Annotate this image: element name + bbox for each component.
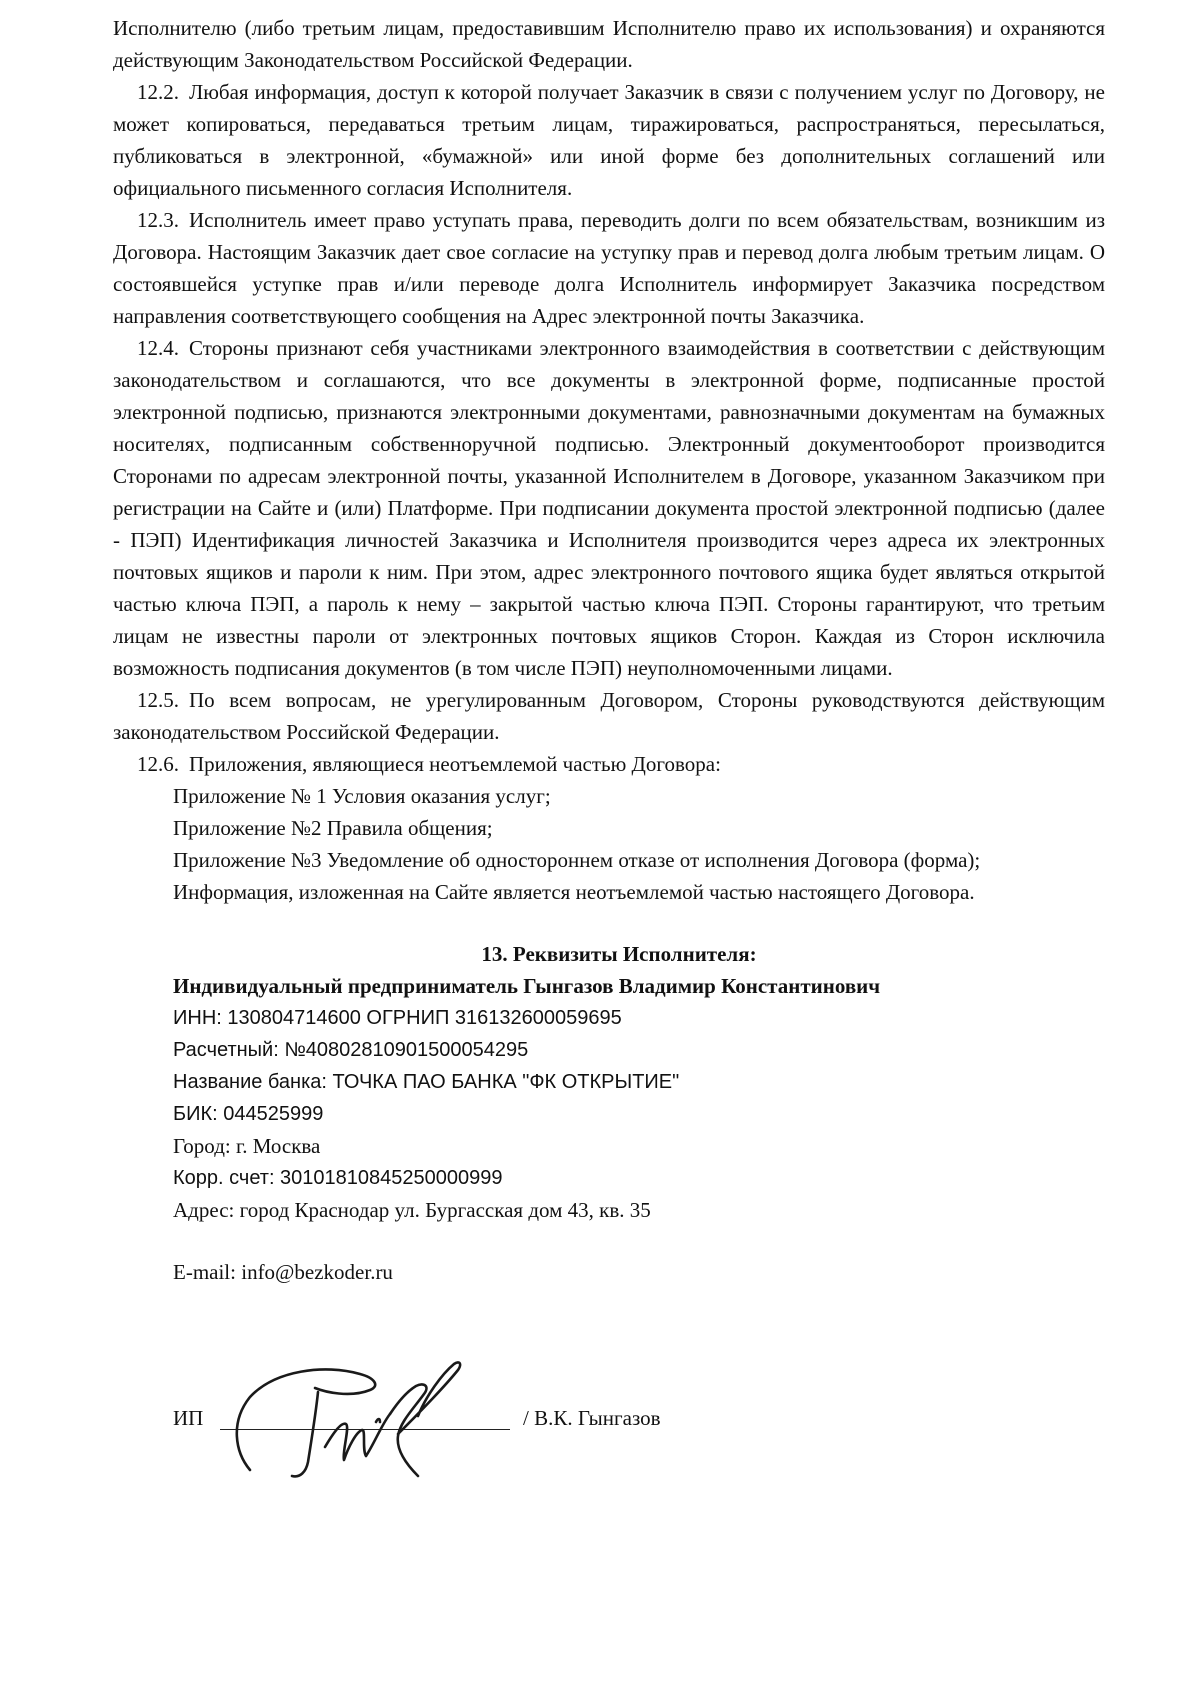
- clause-number: 12.2.: [137, 80, 179, 104]
- clause-text: Приложения, являющиеся неотъемлемой частью Договора:: [189, 752, 721, 776]
- appendix-list: [173, 780, 1105, 908]
- clause-number: 12.6.: [137, 752, 179, 776]
- clause-12-4: [113, 332, 1105, 684]
- clause-text: Исполнитель имеет право уступать права, переводить долги по всем обязательствам, возникшим из Договора. Настоящим Заказчик дает свое согласие на уступку прав и перевод долга любым третьим лицам. О состоявшейся уступке прав и/или переводе долга Исполнитель информирует Заказчика посредством направления соответствующего сообщения на Адрес электронной почты Заказчика.: [113, 208, 1105, 328]
- clause-number: 12.5.: [137, 688, 179, 712]
- requisites-bank: Название банка: ТОЧКА ПАО БАНКА "ФК ОТКРЫТИЕ": [173, 1071, 680, 1093]
- requisites-corr-account: Корр. счет: 30101810845250000999: [173, 1167, 503, 1189]
- intro-paragraph: Исполнителю (либо третьим лицам, предоставившим Исполнителю право их использования) и охраняются действующим Законодательством Российской Федерации.: [113, 16, 1105, 72]
- handwritten-signature-icon: [230, 1352, 500, 1487]
- appendix-item: Приложение № 1 Условия оказания услуг;: [173, 784, 551, 808]
- signature-name: / В.К. Гынгазов: [523, 1406, 661, 1430]
- clause-number: 12.4.: [137, 336, 179, 360]
- requisites-city: Город: г. Москва: [173, 1134, 321, 1158]
- requisites-email: E-mail: info@bezkoder.ru: [173, 1260, 393, 1284]
- requisites-account: Расчетный: №40802810901500054295: [173, 1039, 529, 1061]
- requisites-owner: Индивидуальный предприниматель Гынгазов Владимир Константинович: [173, 974, 881, 998]
- clause-12-6: [113, 748, 1105, 780]
- clause-text: По всем вопросам, не урегулированным Договором, Стороны руководствуются действующим законодательством Российской Федерации.: [113, 688, 1105, 744]
- appendix-item: Приложение №3 Уведомление об одностороннем отказе от исполнения Договора (форма);: [173, 848, 981, 872]
- clause-number: 12.3.: [137, 208, 179, 232]
- document-body: [113, 12, 1105, 1288]
- appendix-item: Приложение №2 Правила общения;: [173, 816, 493, 840]
- requisites-address: Адрес: город Краснодар ул. Бургасская дом 43, кв. 35: [173, 1198, 651, 1222]
- requisites-block: [173, 970, 1105, 1288]
- requisites-bik: БИК: 044525999: [173, 1103, 324, 1125]
- appendix-item: Информация, изложенная на Сайте является неотъемлемой частью настоящего Договора.: [173, 880, 975, 904]
- clause-12-5: [113, 684, 1105, 748]
- requisites-title: 13. Реквизиты Исполнителя:: [481, 942, 757, 966]
- signature-prefix: ИП: [173, 1406, 204, 1430]
- clause-12-2: [113, 76, 1105, 204]
- requisites-inn: ИНН: 130804714600 ОГРНИП 316132600059695: [173, 1007, 622, 1029]
- clause-text: Стороны признают себя участниками электронного взаимодействия в соответствии с действующим законодательством и соглашаются, что все документы в электронной форме, подписанные простой электронной подписью, признаются электронными документами, равнозначными документам на бумажных носителях, подписанным собственноручной подписью. Электронный документооборот производится Сторонами по адресам электронной почты, указанной Исполнителем в Договоре, указанном Заказчиком при регистрации на Сайте и (или) Платформе. При подписании документа простой электронной подписью (далее - ПЭП) Идентификация личностей Заказчика и Исполнителя производится через адреса их электронных почтовых ящиков и пароли к ним. При этом, адрес электронного почтового ящика будет являться открытой частью ключа ПЭП, а пароль к нему – закрытой частью ключа ПЭП. Стороны гарантируют, что третьим лицам не известны пароли от электронных почтовых ящиков Сторон. Каждая из Сторон исключила возможность подписания документов (в том числе ПЭП) неуполномоченными лицами.: [113, 336, 1105, 680]
- clause-text: Любая информация, доступ к которой получает Заказчик в связи с получением услуг по Договору, не может копироваться, передаваться третьим лицам, тиражироваться, распространяться, пересылаться, публиковаться в электронной, «бумажной» или иной форме без дополнительных соглашений или официального письменного согласия Исполнителя.: [113, 80, 1105, 200]
- clause-12-3: [113, 204, 1105, 332]
